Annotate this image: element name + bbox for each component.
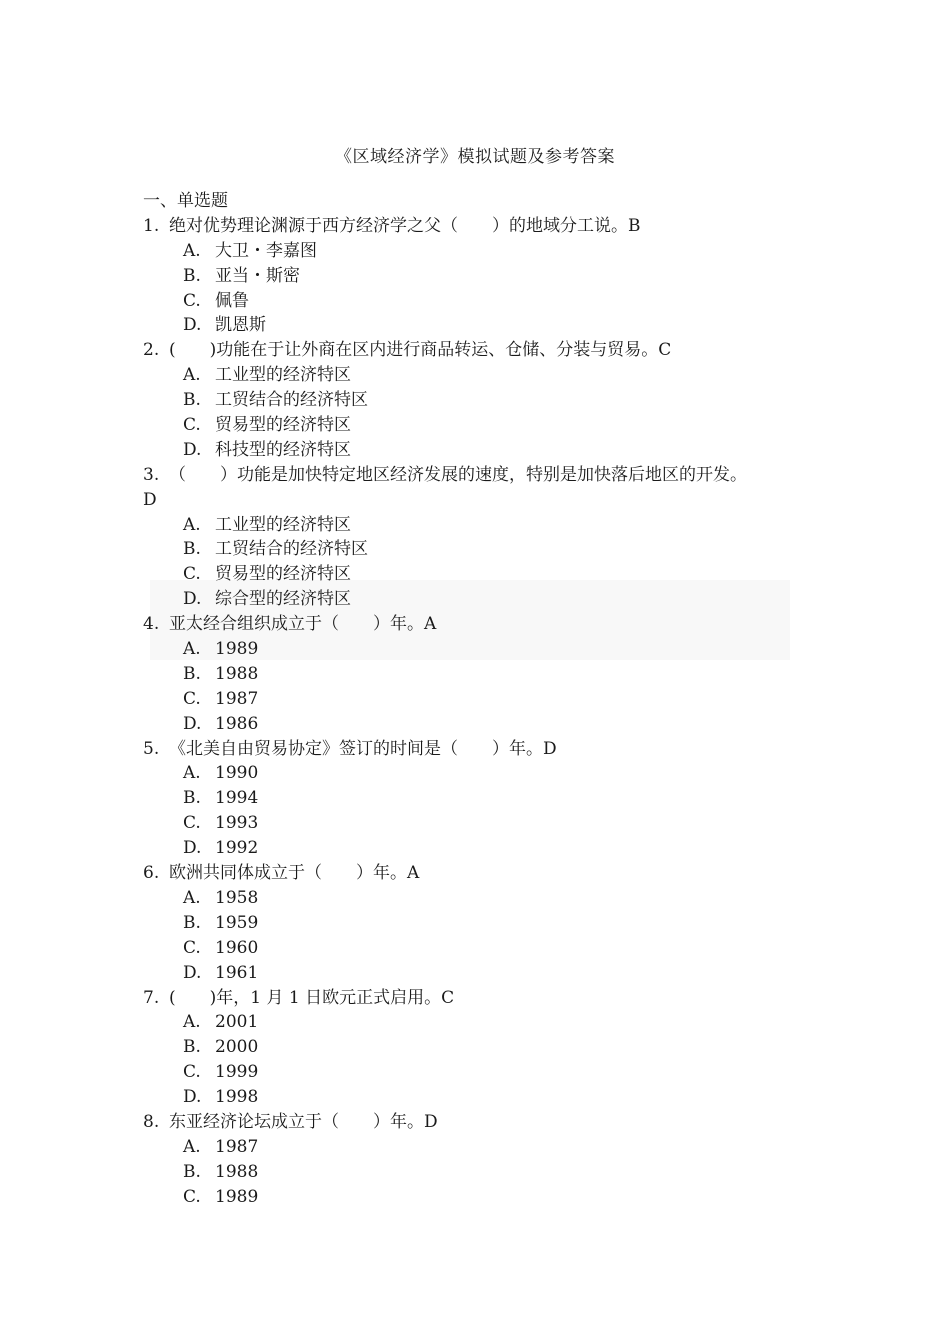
option-3c: C. 贸易型的经济特区 bbox=[183, 564, 351, 585]
option-8a: A. 1987 bbox=[183, 1136, 259, 1157]
option-4c: C. 1987 bbox=[183, 688, 259, 709]
question-stem: 《北美自由贸易协定》签订的时间是（ ）年。D bbox=[169, 738, 557, 759]
option-1a: A. 大卫・李嘉图 bbox=[183, 240, 317, 261]
question-list bbox=[143, 189, 823, 1210]
question-stem: ( )功能在于让外商在区内进行商品转运、仓储、分装与贸易。C bbox=[169, 340, 672, 361]
option-4a: A. 1989 bbox=[183, 639, 259, 660]
question-7 bbox=[143, 986, 823, 1011]
question-number: 7. bbox=[143, 987, 160, 1008]
option-2c: C. 贸易型的经济特区 bbox=[183, 415, 351, 436]
question-number: 8. bbox=[143, 1111, 160, 1132]
option-1c: C. 佩鲁 bbox=[183, 290, 249, 311]
question-1 bbox=[143, 214, 823, 239]
question-8 bbox=[143, 1110, 823, 1135]
option-7d: D. 1998 bbox=[183, 1087, 259, 1108]
question-number: 4. bbox=[143, 614, 160, 635]
option-5d: D. 1992 bbox=[183, 838, 259, 859]
question-stem: （ ）功能是加快特定地区经济发展的速度，特别是加快落后地区的开发。 bbox=[169, 464, 747, 485]
option-6c: C. 1960 bbox=[183, 937, 259, 958]
option-8b: B. 1988 bbox=[183, 1161, 259, 1182]
question-stem: 绝对优势理论渊源于西方经济学之父（ ）的地域分工说。B bbox=[169, 215, 641, 236]
question-stem: 欧洲共同体成立于（ ）年。A bbox=[169, 863, 420, 884]
option-6d: D. 1961 bbox=[183, 962, 259, 983]
option-6b: B. 1959 bbox=[183, 912, 259, 933]
option-4d: D. 1986 bbox=[183, 713, 259, 734]
question-4 bbox=[143, 612, 823, 637]
option-5a: A. 1990 bbox=[183, 763, 259, 784]
question-2 bbox=[143, 338, 823, 363]
option-5b: B. 1994 bbox=[183, 788, 259, 809]
option-1b: B. 亚当・斯密 bbox=[183, 265, 300, 286]
option-7c: C. 1999 bbox=[183, 1062, 259, 1083]
option-3d: D. 综合型的经济特区 bbox=[183, 589, 351, 610]
question-stem: ( )年，1 月 1 日欧元正式启用。C bbox=[169, 987, 455, 1008]
question-number: 6. bbox=[143, 863, 160, 884]
question-3 bbox=[143, 463, 823, 488]
document-title: 《区域经济学》模拟试题及参考答案 bbox=[335, 147, 615, 167]
question-number: 1. bbox=[143, 215, 160, 236]
question-stem: 东亚经济论坛成立于（ ）年。D bbox=[169, 1111, 438, 1132]
section-heading: 一、单选题 bbox=[143, 191, 228, 211]
option-2d: D. 科技型的经济特区 bbox=[183, 439, 351, 460]
option-2a: A. 工业型的经济特区 bbox=[183, 365, 351, 386]
option-2b: B. 工贸结合的经济特区 bbox=[183, 390, 368, 411]
option-6a: A. 1958 bbox=[183, 887, 259, 908]
question-number: 3. bbox=[143, 464, 160, 485]
option-7b: B. 2000 bbox=[183, 1037, 259, 1058]
option-8c: C. 1989 bbox=[183, 1186, 259, 1207]
option-5c: C. 1993 bbox=[183, 813, 259, 834]
option-3b: B. 工贸结合的经济特区 bbox=[183, 539, 368, 560]
question-stem: 亚太经合组织成立于（ ）年。A bbox=[169, 614, 437, 635]
question-number: 5. bbox=[143, 738, 160, 759]
question-number: 2. bbox=[143, 340, 160, 361]
question-3-answer: D bbox=[143, 489, 157, 510]
option-1d: D. 凯恩斯 bbox=[183, 315, 266, 336]
option-7a: A. 2001 bbox=[183, 1012, 259, 1033]
option-3a: A. 工业型的经济特区 bbox=[183, 514, 351, 535]
option-4b: B. 1988 bbox=[183, 663, 259, 684]
question-6 bbox=[143, 861, 823, 886]
question-5 bbox=[143, 737, 823, 762]
